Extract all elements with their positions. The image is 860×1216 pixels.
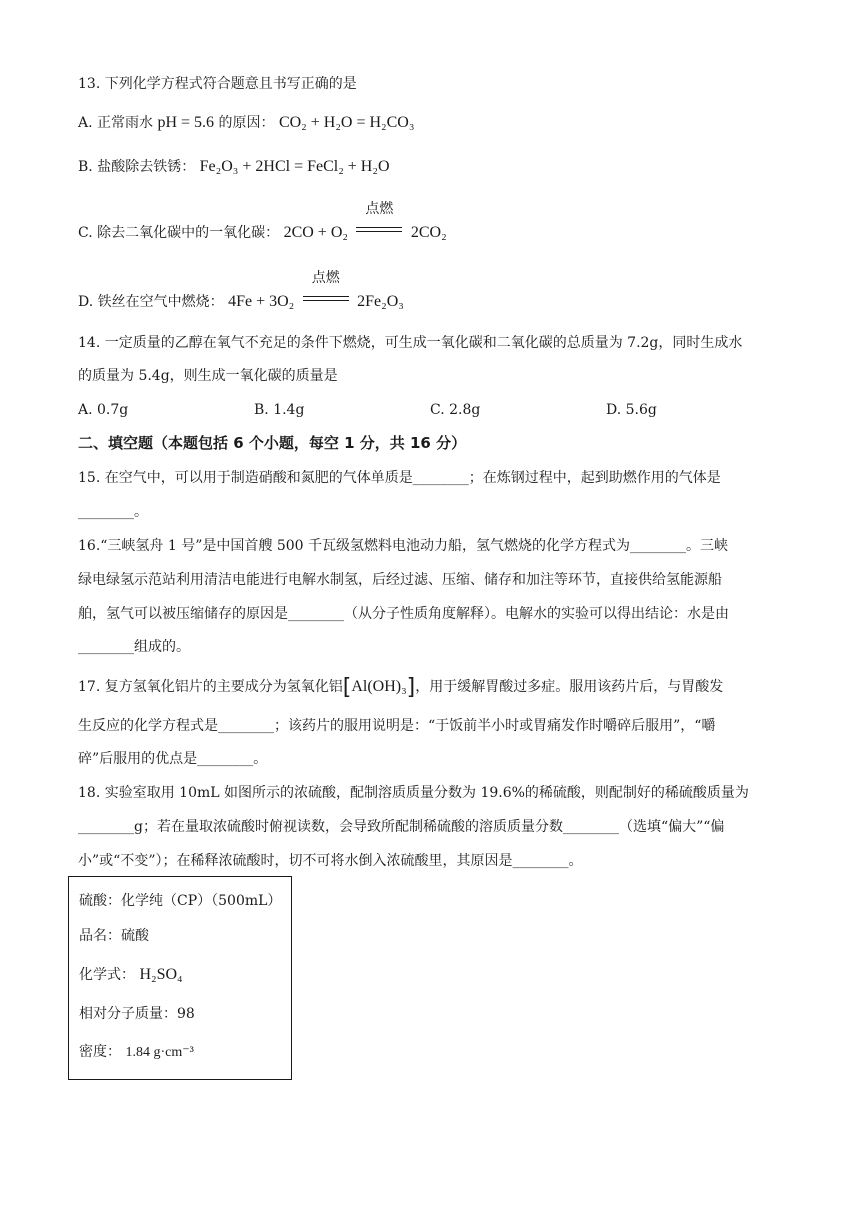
q14-line-2: 的质量为 5.4g，则生成一氧化碳的质量是 [78, 368, 338, 384]
q18-line-3: 小”或“不变”）；在稀释浓硫酸时，切不可将水倒入浓硫酸里，其原因是________。 [78, 853, 583, 869]
q13-b-equation: Fe₂O₃ + 2HCl = FeCl₂ + H₂O [199, 158, 390, 175]
q14-option-d: D. 5.6g [606, 402, 657, 418]
q18-line-1: 18. 实验室取用 10mL 如图所示的浓硫酸，配制溶质质量分数为 19.6%的稀硫酸，则配制好的稀硫酸质量为 [78, 785, 749, 801]
reagent-formula-label: 化学式： [79, 967, 135, 983]
q13-c-prefix: C. 除去二氧化碳中的一氧化碳： [78, 225, 280, 241]
q14-line-1: 14. 一定质量的乙醇在氧气不充足的条件下燃烧，可生成一氧化碳和二氧化碳的总质量为 7.2g，同时生成水 [78, 335, 743, 351]
section-title: 二、填空题（本题包括 6 个小题，每空 1 分，共 16 分） [78, 434, 467, 452]
q14-option-b: B. 1.4g [254, 402, 305, 418]
reagent-title: 硫酸：化学纯（CP）（500mL） [79, 893, 282, 909]
q16-line-2: 绿电绿氢示范站利用清洁电能进行电解水制氢，后经过滤、压缩、储存和加注等环节，直接供给氢能源船 [78, 572, 722, 588]
reaction-condition-arrow [301, 270, 351, 310]
q13-d-reactants: 4Fe + 3O₂ [228, 293, 295, 310]
q13-option-a [78, 113, 414, 133]
right-bracket: ] [406, 675, 416, 700]
q15-line-2: ________。 [78, 504, 148, 520]
q16-line-3: 舶，氢气可以被压缩储存的原因是________（从分子性质角度解释）。电解水的实验可以得出结论：水是由 [78, 606, 729, 622]
q17-line-1 [78, 675, 724, 700]
reagent-density-row [79, 1042, 194, 1063]
left-bracket: [ [342, 675, 352, 700]
q13-option-b [78, 157, 390, 177]
q13-c-products: 2CO₂ [410, 224, 447, 241]
reagent-molar-mass: 相对分子质量：98 [79, 1006, 195, 1022]
reagent-name: 品名：硫酸 [79, 928, 149, 944]
q13-a-ph: pH = 5.6 [157, 114, 215, 131]
q17-line-1-pre: 17. 复方氢氧化铝片的主要成分为氢氧化铝 [78, 679, 343, 695]
reagent-formula: H₂SO₄ [139, 966, 183, 983]
reagent-formula-row [79, 965, 183, 985]
q13-stem: 13. 下列化学方程式符合题意且书写正确的是 [78, 76, 357, 92]
q13-a-middle: 的原因： [218, 115, 275, 131]
reagent-density-label: 密度： [79, 1044, 121, 1060]
q13-c-condition: 点燃 [365, 201, 394, 217]
q13-d-prefix: D. 铁丝在空气中燃烧： [78, 294, 224, 310]
q17-line-1-post: ，用于缓解胃酸过多症。服用该药片后，与胃酸发 [415, 679, 724, 695]
reagent-density: 1.84 g·cm⁻³ [125, 1045, 194, 1060]
reaction-condition-arrow [354, 201, 404, 241]
q13-b-prefix: B. 盐酸除去铁锈： [78, 159, 196, 175]
reagent-label-box [68, 876, 292, 1080]
q13-a-prefix: A. 正常雨水 [78, 115, 154, 131]
q14-option-c: C. 2.8g [430, 402, 481, 418]
q17-formula: Al(OH)₃ [351, 678, 407, 695]
q13-c-reactants: 2CO + O₂ [283, 224, 348, 241]
q18-line-2: ________g；若在量取浓硫酸时俯视读数，会导致所配制稀硫酸的溶质质量分数________（选填“偏大”“偏 [78, 819, 725, 835]
q13-d-condition: 点燃 [311, 270, 340, 286]
q14-option-a: A. 0.7g [78, 402, 129, 418]
q13-d-products: 2Fe₂O₃ [357, 293, 404, 310]
q17-line-2: 生反应的化学方程式是________；该药片的服用说明是：“于饭前半小时或胃痛发作时嚼碎后服用”，“嚼 [78, 718, 716, 734]
q13-a-equation: CO₂ + H₂O = H₂CO₃ [278, 114, 415, 131]
q17-line-3: 碎”后服用的优点是________。 [78, 751, 268, 767]
q13-option-c [78, 201, 447, 243]
q16-line-4: ________组成的。 [78, 639, 190, 655]
q13-option-d [78, 270, 404, 312]
q15-line-1: 15. 在空气中，可以用于制造硝酸和氮肥的气体单质是________；在炼钢过程中，起到助燃作用的气体是 [78, 470, 721, 486]
q16-line-1: 16.“三峡氢舟 1 号”是中国首艘 500 千瓦级氢燃料电池动力船，氢气燃烧的化学方程式为________。三峡 [78, 538, 729, 554]
